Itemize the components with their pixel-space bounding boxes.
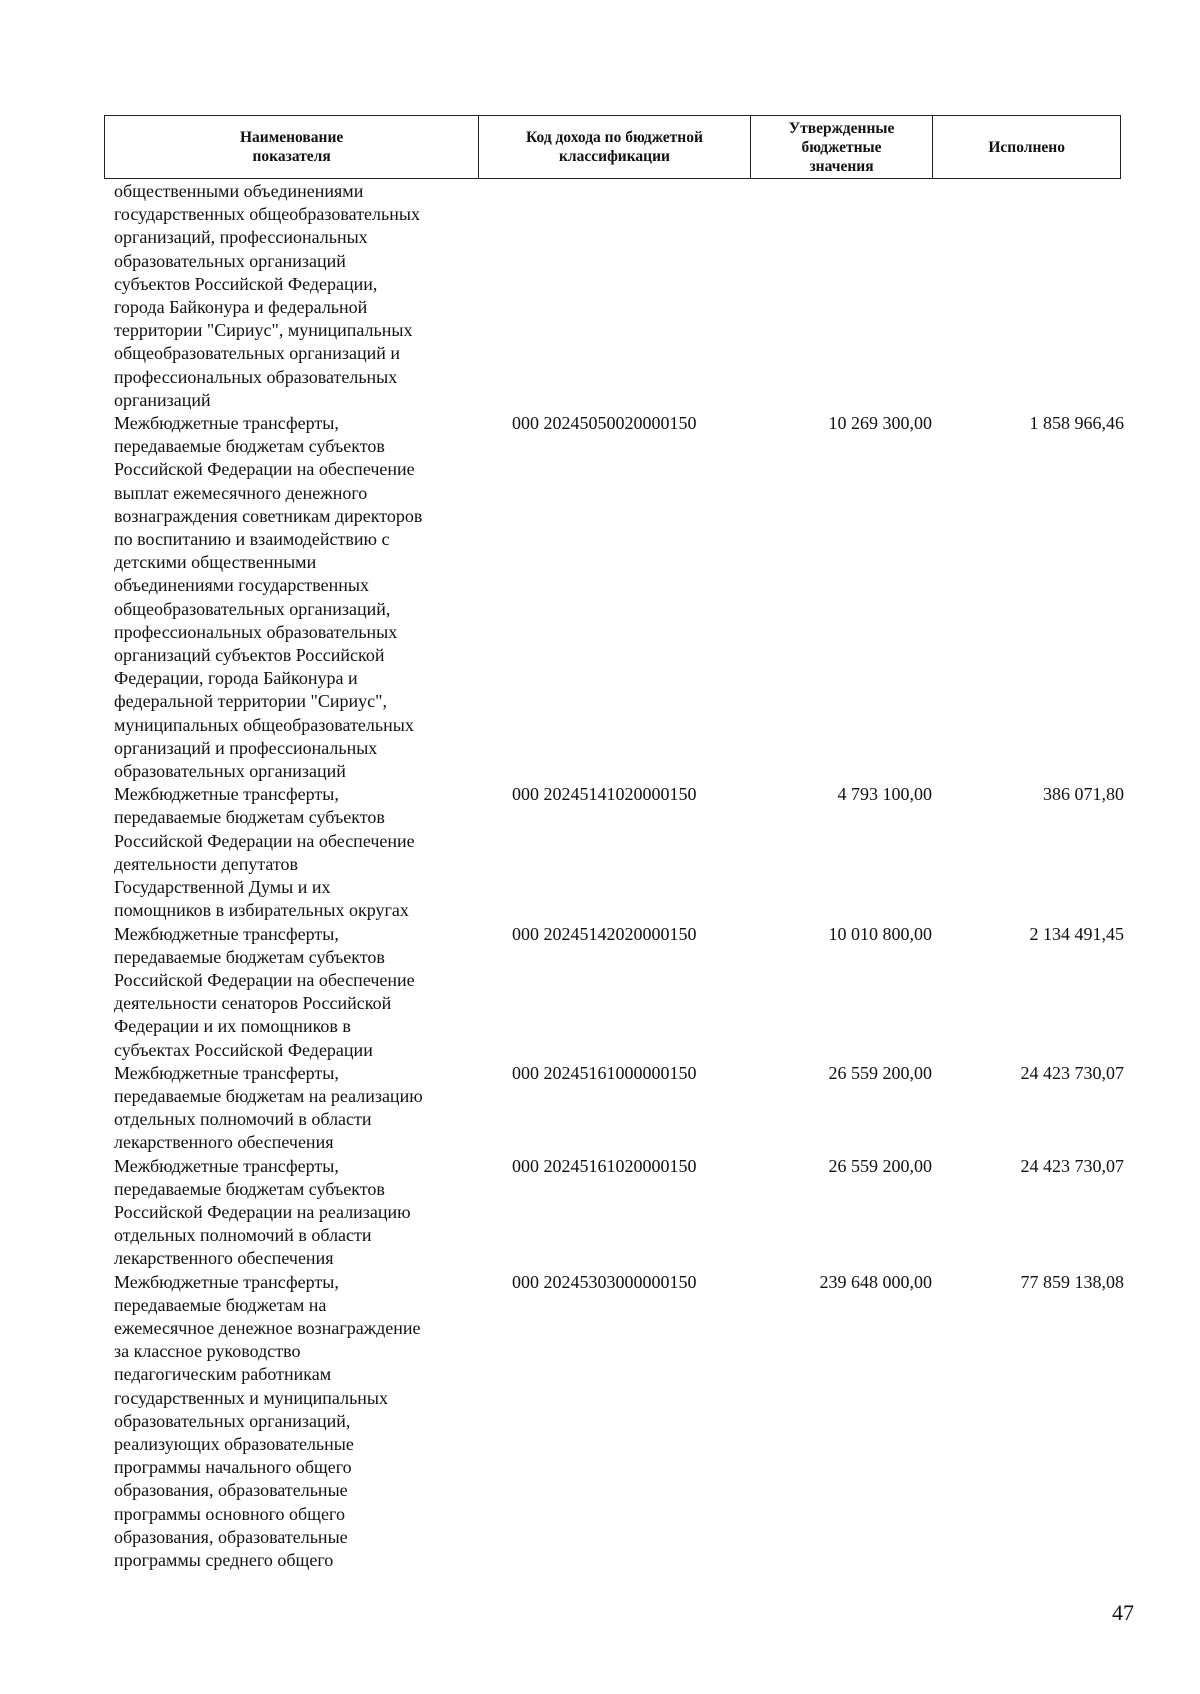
cell-name-line: государственных общеобразовательных	[114, 204, 420, 225]
cell-approved: 10 010 800,00	[828, 923, 932, 944]
cell-name-line: помощников в избирательных округах	[114, 900, 409, 921]
cell-name-line: муниципальных общеобразовательных	[114, 714, 414, 735]
cell-name	[114, 1155, 474, 1271]
table-body	[114, 180, 1124, 1572]
header-code-text: Код дохода по бюджетной классификации	[526, 129, 703, 165]
page-number: 47	[1112, 1600, 1134, 1625]
cell-name-line: города Байконура и федеральной	[114, 297, 368, 318]
cell-name	[114, 783, 474, 922]
cell-executed: 77 859 138,08	[1020, 1271, 1124, 1292]
cell-name-line: Российской Федерации на обеспечение	[114, 830, 415, 851]
cell-name-line: общественными объединениями	[114, 181, 364, 201]
cell-name-line: отдельных полномочий в области	[114, 1225, 372, 1246]
header-code	[479, 116, 750, 178]
cell-name-line: реализующих образовательные	[114, 1433, 354, 1454]
table-row	[114, 1062, 1124, 1155]
table-row	[114, 1271, 1124, 1573]
table-row	[114, 180, 1124, 412]
cell-executed: 24 423 730,07	[1020, 1155, 1124, 1176]
cell-name-line: педагогическим работникам	[114, 1364, 332, 1385]
cell-name-line: деятельности сенаторов Российской	[114, 993, 392, 1014]
cell-approved: 26 559 200,00	[828, 1062, 932, 1083]
cell-name-line: государственных и муниципальных	[114, 1387, 388, 1408]
cell-name-line: организаций, профессиональных	[114, 227, 368, 248]
table-row	[114, 923, 1124, 1062]
header-executed	[933, 116, 1120, 178]
cell-name-line: профессиональных образовательных	[114, 366, 398, 387]
cell-name-line: за классное руководство	[114, 1341, 301, 1362]
cell-name-line: Межбюджетные трансферты,	[114, 1062, 339, 1083]
cell-name	[114, 923, 474, 1062]
cell-name-line: Российской Федерации на обеспечение	[114, 459, 415, 480]
cell-name-line: организаций субъектов Российской	[114, 645, 385, 666]
cell-name-line: выплат ежемесячного денежного	[114, 482, 368, 503]
cell-executed: 1 858 966,46	[1029, 413, 1124, 434]
cell-name-line: субъектов Российской Федерации,	[114, 273, 378, 294]
cell-name-line: лекарственного обеспечения	[114, 1248, 334, 1269]
cell-name-line: Государственной Думы и их	[114, 877, 331, 898]
cell-name-line: вознаграждения советникам директоров	[114, 505, 423, 526]
cell-code: 000 20245303000000150	[512, 1271, 697, 1292]
cell-name-line: Межбюджетные трансферты,	[114, 1155, 339, 1176]
header-approved-text: Утвержденные бюджетные значения	[788, 119, 895, 175]
header-name-text: Наименование показателя	[239, 129, 344, 165]
cell-name-line: программы начального общего	[114, 1457, 352, 1478]
cell-name-line: образовательных организаций,	[114, 1410, 351, 1431]
cell-name	[114, 180, 474, 412]
cell-executed: 24 423 730,07	[1020, 1062, 1124, 1083]
cell-name-line: Федерации и их помощников в	[114, 1016, 351, 1037]
cell-name-line: Федерации, города Байконура и	[114, 668, 358, 689]
cell-name-line: Межбюджетные трансферты,	[114, 413, 339, 434]
cell-name-line: Межбюджетные трансферты,	[114, 784, 339, 805]
cell-name-line: Межбюджетные трансферты,	[114, 1271, 339, 1292]
cell-name-line: передаваемые бюджетам на реализацию	[114, 1085, 423, 1106]
cell-code: 000 20245161020000150	[512, 1155, 697, 1176]
cell-name-line: федеральной территории "Сириус",	[114, 691, 388, 712]
cell-approved: 4 793 100,00	[837, 784, 932, 805]
cell-name-line: деятельности депутатов	[114, 853, 299, 874]
cell-approved: 10 269 300,00	[828, 413, 932, 434]
cell-name	[114, 1062, 474, 1155]
cell-name-line: детскими общественными	[114, 552, 317, 573]
cell-approved: 26 559 200,00	[828, 1155, 932, 1176]
cell-name-line: отдельных полномочий в области	[114, 1109, 372, 1130]
cell-name-line: профессиональных образовательных	[114, 621, 398, 642]
cell-name-line: передаваемые бюджетам субъектов	[114, 946, 385, 967]
cell-approved: 239 648 000,00	[819, 1271, 932, 1292]
table-row	[114, 783, 1124, 922]
cell-name-line: программы среднего общего	[114, 1549, 334, 1570]
cell-executed: 386 071,80	[1043, 784, 1124, 805]
table-row	[114, 412, 1124, 783]
cell-name-line: объединениями государственных	[114, 575, 369, 596]
cell-name-line: передаваемые бюджетам субъектов	[114, 807, 385, 828]
table-row	[114, 1155, 1124, 1271]
cell-name-line: ежемесячное денежное вознаграждение	[114, 1317, 421, 1338]
cell-name-line: образовательных организаций	[114, 250, 346, 271]
cell-name-line: образования, образовательные	[114, 1480, 348, 1501]
cell-name-line: Российской Федерации на обеспечение	[114, 969, 415, 990]
cell-name-line: организаций	[114, 389, 211, 410]
cell-code: 000 20245142020000150	[512, 923, 697, 944]
cell-name-line: общеобразовательных организаций и	[114, 343, 400, 364]
cell-name-line: образовательных организаций	[114, 761, 346, 782]
cell-name-line: по воспитанию и взаимодействию с	[114, 529, 390, 550]
cell-name-line: Российской Федерации на реализацию	[114, 1201, 411, 1222]
cell-name-line: субъектах Российской Федерации	[114, 1039, 373, 1060]
header-name	[105, 116, 479, 178]
cell-code: 000 20245050020000150	[512, 413, 697, 434]
cell-code: 000 20245161000000150	[512, 1062, 697, 1083]
cell-name-line: передаваемые бюджетам субъектов	[114, 436, 385, 457]
table-header	[104, 115, 1121, 179]
cell-name	[114, 1271, 474, 1573]
cell-executed: 2 134 491,45	[1029, 923, 1124, 944]
cell-name-line: лекарственного обеспечения	[114, 1132, 334, 1153]
cell-name-line: организаций и профессиональных	[114, 737, 378, 758]
cell-name-line: территории "Сириус", муниципальных	[114, 320, 413, 341]
cell-code: 000 20245141020000150	[512, 784, 697, 805]
cell-name	[114, 412, 474, 783]
cell-name-line: передаваемые бюджетам на	[114, 1294, 327, 1315]
cell-name-line: передаваемые бюджетам субъектов	[114, 1178, 385, 1199]
cell-name-line: образования, образовательные	[114, 1526, 348, 1547]
cell-name-line: общеобразовательных организаций,	[114, 598, 391, 619]
header-approved	[751, 116, 934, 178]
cell-name-line: программы основного общего	[114, 1503, 345, 1524]
header-executed-text: Исполнено	[988, 138, 1065, 156]
cell-name-line: Межбюджетные трансферты,	[114, 923, 339, 944]
